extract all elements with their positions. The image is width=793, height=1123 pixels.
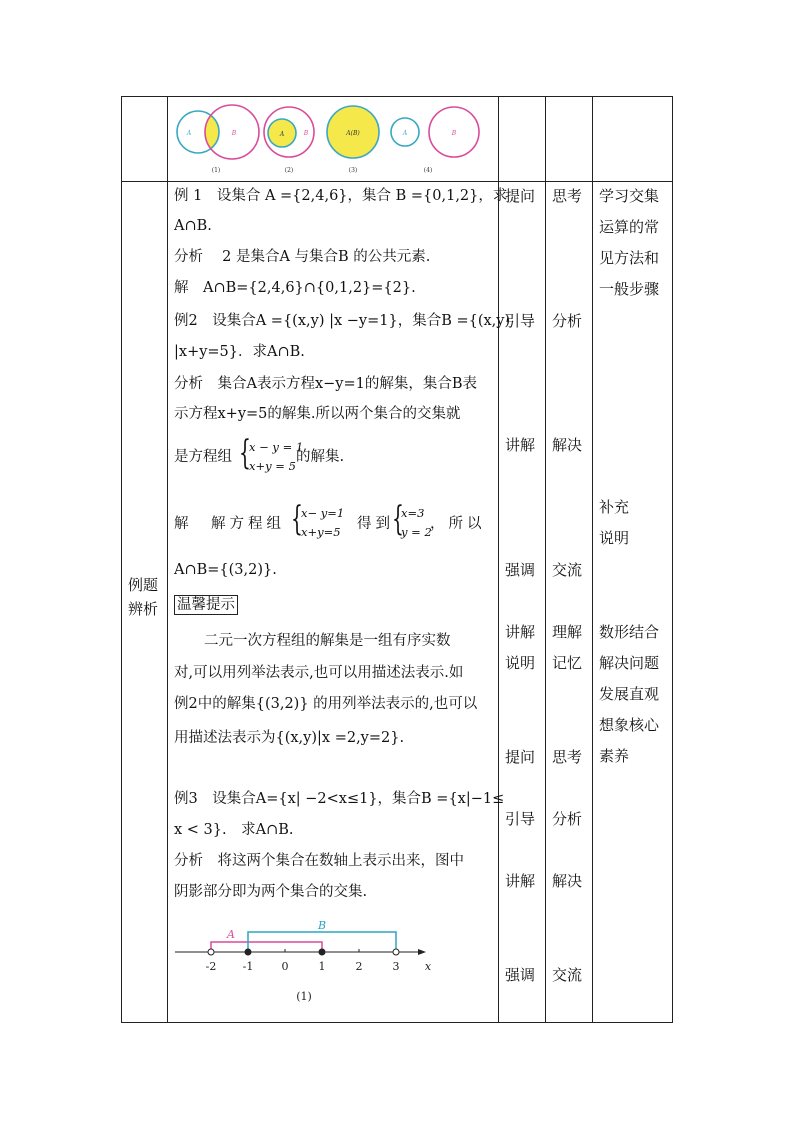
teacher-activity: 提问 [505, 187, 536, 205]
example2-solution-b: 得到 [357, 516, 394, 532]
venn1-caption: (1) [211, 167, 221, 174]
teacher-activity: 提问 [505, 748, 536, 766]
category-label-line1: 例题 [128, 576, 159, 594]
example1-analysis: 分析 2 是集合A 与集合B 的公共元素. [174, 249, 431, 265]
teacher-activity: 说明 [505, 654, 536, 672]
example2-solution-d: A∩B={(3,2)}. [174, 562, 277, 578]
teacher-activity: 引导 [505, 312, 536, 330]
endpoint-a-start [208, 949, 214, 955]
student-activity: 理解 [552, 623, 583, 641]
venn4-caption: (4) [423, 167, 433, 174]
design-intent-line: 说明 [599, 529, 630, 547]
venn2-label-a: A [279, 131, 285, 138]
set-a-label: A [227, 928, 235, 941]
teacher-activity: 强调 [505, 561, 536, 579]
result-eq-1: x=3 [401, 506, 425, 520]
teacher-activity: 强调 [505, 966, 536, 984]
example2-solution-a: 解 解方程组 [174, 516, 285, 532]
endpoint-b-start [245, 949, 251, 955]
set-a-bracket [211, 942, 322, 952]
student-activity: 思考 [552, 748, 583, 766]
venn3-caption: (3) [348, 167, 358, 174]
design-intent-line: 一般步骤 [599, 280, 660, 298]
student-activity: 分析 [552, 810, 583, 828]
solution-system-eq-1: x− y=1 [301, 506, 345, 520]
venn1-label-b: B [231, 130, 237, 137]
student-activity: 思考 [552, 187, 583, 205]
design-intent-line: 素养 [599, 747, 630, 765]
design-intent-line: 学习交集 [599, 187, 660, 205]
tip-line-4: 用描述法表示为{(x,y)|x =2,y=2}. [174, 730, 405, 746]
set-b-label: B [317, 919, 327, 932]
venn3-label: A(B) [346, 130, 360, 137]
example3-line2: x < 3}. 求A∩B. [174, 822, 294, 838]
venn2-label-b: B [303, 130, 309, 137]
tick-label: 1 [318, 960, 326, 973]
example3-line1: 例3 设集合A={x| −2<x≤1}，集合B ={x|−1≤ [174, 791, 505, 807]
student-activity: 分析 [552, 312, 583, 330]
example2-analysis-3b: 的解集. [296, 449, 345, 465]
tick-label: 2 [355, 960, 363, 973]
tick-label: 3 [392, 960, 400, 973]
student-activity: 记忆 [552, 654, 583, 672]
design-intent-line: 解决问题 [599, 654, 660, 672]
result-brace: { [392, 499, 404, 539]
teacher-activity: 讲解 [505, 872, 536, 890]
teacher-activity: 讲解 [505, 436, 536, 454]
system-eq-2: x+y = 5 [249, 459, 296, 473]
system-eq-1: x − y = 1 [249, 440, 304, 454]
tick-label: -2 [205, 960, 217, 973]
design-intent-line: 运算的常 [599, 218, 660, 236]
category-label-line2: 辨析 [128, 600, 159, 618]
tick-label: -1 [242, 960, 254, 973]
example1-solution: 解 A∩B={2,4,6}∩{0,1,2}={2}. [174, 280, 416, 296]
venn-diagrams [172, 100, 492, 180]
axis-arrow [418, 949, 426, 955]
figure-caption: (1) [296, 990, 312, 1003]
tip-title: 温馨提示 [174, 595, 238, 615]
venn4-label-b: B [451, 130, 457, 137]
example3-analysis-1: 分析 将这两个集合在数轴上表示出来，图中 [174, 853, 464, 869]
system-brace: { [239, 433, 251, 473]
tip-line-1: 二元一次方程组的解集是一组有序实数 [204, 633, 451, 649]
venn4-label-a: A [402, 130, 408, 137]
number-line-figure [170, 912, 440, 1012]
example3-analysis-2: 阴影部分即为两个集合的交集. [174, 884, 368, 900]
student-activity: 解决 [552, 436, 583, 454]
design-intent-line: 补充 [599, 498, 630, 516]
student-activity: 解决 [552, 872, 583, 890]
design-intent-line: 数形结合 [599, 623, 660, 641]
design-intent-line: 想象核心 [599, 716, 660, 734]
student-activity: 交流 [552, 561, 583, 579]
teacher-activity: 引导 [505, 810, 536, 828]
solution-system-brace: { [291, 499, 303, 539]
endpoint-b-end [393, 949, 399, 955]
student-activity: 交流 [552, 966, 583, 984]
design-intent-line: 见方法和 [599, 249, 660, 267]
example2-solution-c: ，所以 [430, 516, 486, 532]
tick-label: 0 [281, 960, 289, 973]
venn2-caption: (2) [284, 167, 294, 174]
tip-line-3: 例2中的解集{(3,2)} 的用列举法表示的,也可以 [174, 696, 478, 712]
solution-system-eq-2: x+y=5 [301, 525, 341, 539]
example1-line1: 例 1 设集合 A ={2,4,6}，集合 B ={0,1,2}，求 [174, 188, 508, 204]
example2-line1: 例2 设集合A ={(x,y) |x −y=1}，集合B ={(x,y) [174, 313, 511, 329]
example2-analysis-2: 示方程x+y=5的解集.所以两个集合的交集就 [174, 406, 461, 422]
tip-line-2: 对,可以用列举法表示,也可以用描述法表示.如 [174, 665, 464, 681]
design-intent-line: 发展直观 [599, 685, 660, 703]
endpoint-a-end [319, 949, 325, 955]
example2-line2: |x+y=5}．求A∩B. [174, 344, 305, 360]
venn1-label-a: A [186, 130, 192, 137]
teacher-activity: 讲解 [505, 623, 536, 641]
example1-line2: A∩B. [174, 218, 212, 234]
axis-label: x [424, 960, 432, 973]
result-eq-2: y = 2 [401, 525, 432, 539]
example2-analysis-1: 分析 集合A表示方程x−y=1的解集，集合B表 [174, 376, 478, 392]
example2-analysis-3a: 是方程组 [174, 449, 232, 465]
